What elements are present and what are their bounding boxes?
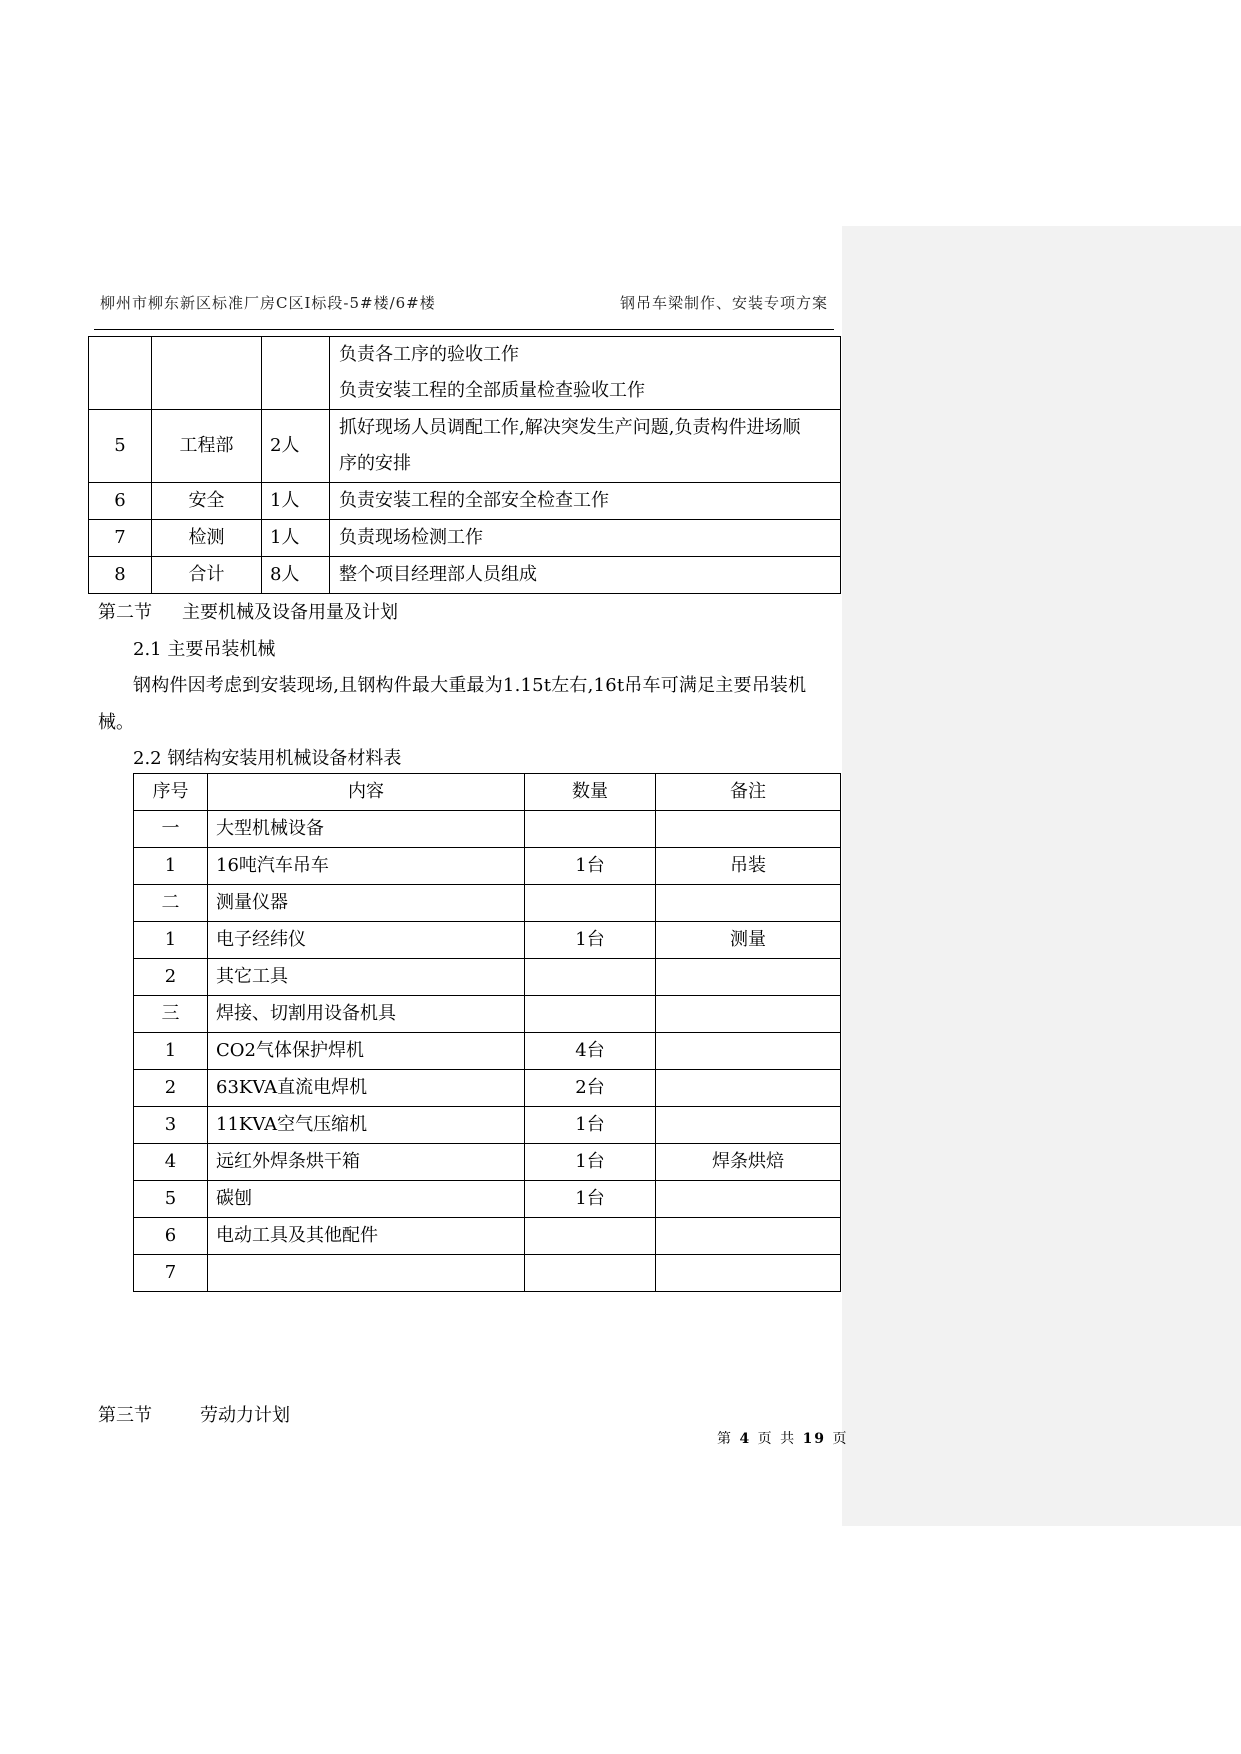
equip-num: 二 <box>134 885 208 922</box>
table-row <box>134 1144 841 1181</box>
staff-desc <box>330 520 841 557</box>
footer-suffix: 页 <box>832 1431 849 1447</box>
equip-content: 远红外焊条烘干箱 <box>208 1144 525 1181</box>
equip-note <box>656 959 841 996</box>
table-row <box>134 811 841 848</box>
table-row <box>134 1218 841 1255</box>
paragraph-line-2: 械。 <box>98 712 134 733</box>
table-row <box>134 1107 841 1144</box>
equip-note: 测量 <box>656 922 841 959</box>
staff-desc <box>330 410 841 483</box>
paragraph-line-1: 钢构件因考虑到安装现场,且钢构件最大重最为1.15t左右,16t吊车可满足主要吊装机 <box>133 675 807 696</box>
equip-content: 测量仪器 <box>208 885 525 922</box>
header-note: 备注 <box>656 774 841 811</box>
staff-desc-line: 负责各工序的验收工作 <box>339 344 519 365</box>
equip-num: 1 <box>134 922 208 959</box>
equip-qty: 1台 <box>525 1107 656 1144</box>
equip-note <box>656 1181 841 1218</box>
footer-middle: 页 共 <box>757 1431 797 1447</box>
equip-qty: 1台 <box>525 848 656 885</box>
equip-content: 焊接、切割用设备机具 <box>208 996 525 1033</box>
section3-heading <box>98 1401 290 1427</box>
table-row <box>134 1255 841 1292</box>
equip-qty <box>525 1255 656 1292</box>
staff-desc-line: 负责现场检测工作 <box>339 527 483 548</box>
header-left: 柳州市柳东新区标准厂房C区I标段-5#楼/6#楼 <box>100 294 436 312</box>
section2-title: 主要机械及设备用量及计划 <box>182 602 398 623</box>
staff-dept: 工程部 <box>152 410 262 483</box>
table-row <box>89 337 841 410</box>
equip-content: 11KVA空气压缩机 <box>208 1107 525 1144</box>
equip-num: 5 <box>134 1181 208 1218</box>
subsection-2-2: 2.2 钢结构安装用机械设备材料表 <box>133 748 402 769</box>
staff-count: 1人 <box>262 483 330 520</box>
table-row <box>89 483 841 520</box>
equip-num: 2 <box>134 1070 208 1107</box>
equip-note <box>656 1107 841 1144</box>
staff-num: 6 <box>89 483 152 520</box>
equip-content <box>208 1255 525 1292</box>
staff-num: 8 <box>89 557 152 594</box>
equip-qty <box>525 959 656 996</box>
staff-desc-line: 整个项目经理部人员组成 <box>339 564 537 585</box>
page-footer <box>717 1428 849 1448</box>
staff-num: 7 <box>89 520 152 557</box>
equip-note <box>656 1070 841 1107</box>
equip-num: 一 <box>134 811 208 848</box>
staff-dept <box>152 337 262 410</box>
table-row <box>89 520 841 557</box>
table-row <box>134 922 841 959</box>
equip-num: 2 <box>134 959 208 996</box>
equip-note <box>656 1218 841 1255</box>
equip-content: CO2气体保护焊机 <box>208 1033 525 1070</box>
table-row <box>134 959 841 996</box>
subsection-2-1: 2.1 主要吊装机械 <box>133 639 276 660</box>
staff-table <box>88 336 841 594</box>
equip-content: 其它工具 <box>208 959 525 996</box>
staff-dept: 合计 <box>152 557 262 594</box>
staff-dept: 检测 <box>152 520 262 557</box>
staff-desc-line: 负责安装工程的全部质量检查验收工作 <box>339 380 645 401</box>
staff-desc-line: 抓好现场人员调配工作,解决突发生产问题,负责构件进场顺 <box>339 417 801 438</box>
equip-content: 碳刨 <box>208 1181 525 1218</box>
footer-total: 19 <box>802 1431 827 1447</box>
equip-num: 6 <box>134 1218 208 1255</box>
header-right: 钢吊车梁制作、安装专项方案 <box>619 294 828 312</box>
equip-note <box>656 1033 841 1070</box>
equip-qty: 2台 <box>525 1070 656 1107</box>
equip-note <box>656 811 841 848</box>
equip-content: 63KVA直流电焊机 <box>208 1070 525 1107</box>
table-row <box>134 848 841 885</box>
staff-num: 5 <box>89 410 152 483</box>
table-row <box>134 1070 841 1107</box>
staff-desc <box>330 337 841 410</box>
staff-count: 1人 <box>262 520 330 557</box>
staff-dept: 安全 <box>152 483 262 520</box>
header-content: 内容 <box>208 774 525 811</box>
equip-qty: 1台 <box>525 1144 656 1181</box>
staff-count: 2人 <box>262 410 330 483</box>
table-row <box>134 1033 841 1070</box>
equip-qty: 1台 <box>525 922 656 959</box>
table-row <box>89 557 841 594</box>
staff-desc <box>330 557 841 594</box>
header-qty: 数量 <box>525 774 656 811</box>
equip-content: 大型机械设备 <box>208 811 525 848</box>
equip-num: 4 <box>134 1144 208 1181</box>
footer-page: 4 <box>739 1431 752 1447</box>
equip-content: 电子经纬仪 <box>208 922 525 959</box>
staff-desc-line: 序的安排 <box>339 453 411 474</box>
equip-qty <box>525 1218 656 1255</box>
equip-qty <box>525 996 656 1033</box>
equip-note <box>656 996 841 1033</box>
table-row <box>134 1181 841 1218</box>
equip-content: 16吨汽车吊车 <box>208 848 525 885</box>
equip-qty <box>525 885 656 922</box>
equip-qty: 1台 <box>525 1181 656 1218</box>
equipment-header-row <box>134 774 841 811</box>
equip-num: 三 <box>134 996 208 1033</box>
equip-note <box>656 1255 841 1292</box>
equipment-table <box>133 773 841 1292</box>
equip-qty: 4台 <box>525 1033 656 1070</box>
section2-heading <box>98 598 398 624</box>
staff-count <box>262 337 330 410</box>
footer-prefix: 第 <box>717 1431 733 1447</box>
table-row <box>134 996 841 1033</box>
table-row <box>89 410 841 483</box>
header-num: 序号 <box>134 774 208 811</box>
table-row <box>134 885 841 922</box>
equip-note <box>656 885 841 922</box>
section3-title: 劳动力计划 <box>200 1405 290 1426</box>
equip-num: 1 <box>134 1033 208 1070</box>
section2-label: 第二节 <box>98 602 152 623</box>
equip-note: 吊装 <box>656 848 841 885</box>
equip-qty <box>525 811 656 848</box>
equip-content: 电动工具及其他配件 <box>208 1218 525 1255</box>
staff-num <box>89 337 152 410</box>
equip-num: 1 <box>134 848 208 885</box>
equip-num: 7 <box>134 1255 208 1292</box>
staff-count: 8人 <box>262 557 330 594</box>
section3-label: 第三节 <box>98 1405 152 1426</box>
equip-note: 焊条烘焙 <box>656 1144 841 1181</box>
equip-num: 3 <box>134 1107 208 1144</box>
header-divider <box>94 329 834 330</box>
staff-desc-line: 负责安装工程的全部安全检查工作 <box>339 490 609 511</box>
comment-pane <box>842 226 1241 1526</box>
staff-desc <box>330 483 841 520</box>
